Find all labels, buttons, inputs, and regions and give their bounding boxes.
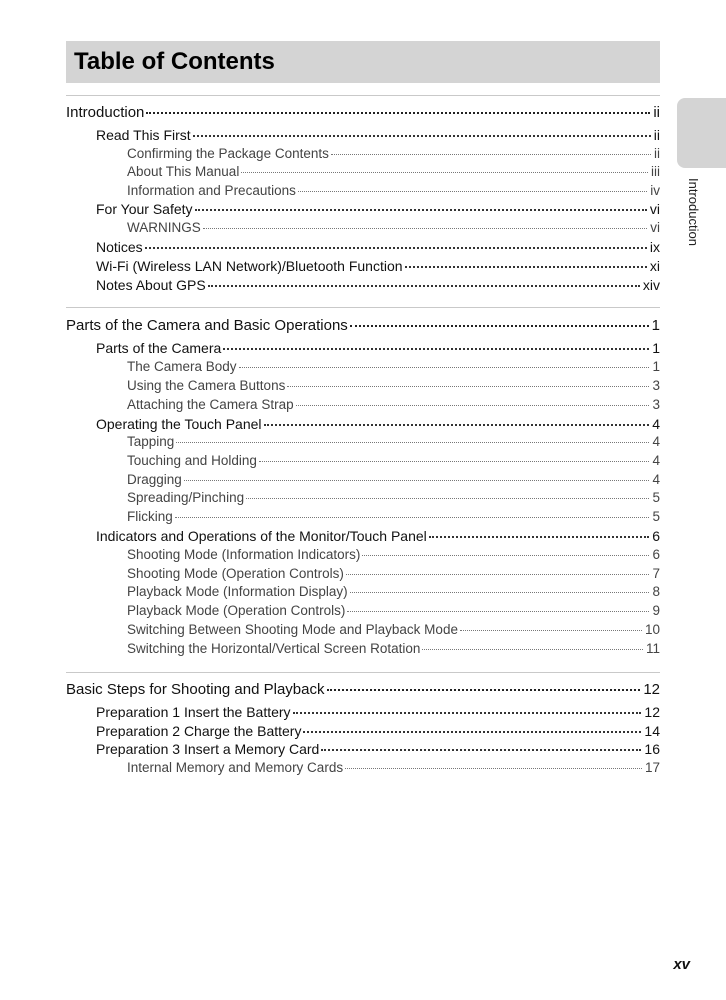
toc-entry-page: 1 xyxy=(652,359,660,374)
dot-leader xyxy=(146,112,650,114)
toc-entry[interactable] xyxy=(127,378,660,393)
toc-entry-page: vi xyxy=(650,220,660,235)
dot-leader xyxy=(350,592,650,593)
toc-entry-label: Playback Mode (Operation Controls) xyxy=(127,603,346,618)
toc-entry-label: Confirming the Package Contents xyxy=(127,146,329,161)
dot-leader xyxy=(193,135,651,137)
toc-entry[interactable] xyxy=(127,472,660,487)
toc-entry-page: 4 xyxy=(652,453,660,468)
divider xyxy=(66,307,660,308)
dot-leader xyxy=(208,285,640,287)
toc-entry-page: 12 xyxy=(644,704,660,720)
toc-entry-page: ix xyxy=(649,239,660,255)
dot-leader xyxy=(350,325,649,327)
toc-entry-page: xiv xyxy=(642,277,660,293)
toc-entry[interactable] xyxy=(96,704,660,720)
dot-leader xyxy=(298,191,647,192)
toc-entry-page: 6 xyxy=(652,528,660,544)
dot-leader xyxy=(239,367,650,368)
toc-entry-label: Basic Steps for Shooting and Playback xyxy=(66,681,325,698)
toc-entry-page: 3 xyxy=(652,397,660,412)
toc-entry-label: Operating the Touch Panel xyxy=(96,416,262,432)
dot-leader xyxy=(293,712,642,714)
toc-entry-label: Flicking xyxy=(127,509,173,524)
toc-entry[interactable] xyxy=(127,622,660,637)
toc-entry-page: 16 xyxy=(644,741,660,757)
section-tab-label: Introduction xyxy=(686,178,701,246)
toc-entry[interactable] xyxy=(66,317,660,334)
toc-entry-page: 10 xyxy=(644,622,660,637)
toc-entry-label: Shooting Mode (Information Indicators) xyxy=(127,547,361,562)
toc-entry-label: Tapping xyxy=(127,434,175,449)
toc-entry-page: 17 xyxy=(644,760,660,775)
toc-entry[interactable] xyxy=(127,547,660,562)
toc-entry-label: Spreading/Pinching xyxy=(127,490,245,505)
toc-entry-label: Dragging xyxy=(127,472,182,487)
toc-entry-label: Playback Mode (Information Display) xyxy=(127,584,348,599)
toc-entry[interactable] xyxy=(127,183,660,198)
dot-leader xyxy=(241,172,648,173)
toc-entry-label: WARNINGS xyxy=(127,220,201,235)
dot-leader xyxy=(264,424,650,426)
dot-leader xyxy=(460,630,642,631)
toc-entry-page: 4 xyxy=(652,434,660,449)
toc-entry-page: 11 xyxy=(645,641,660,656)
toc-entry-page: iv xyxy=(650,183,660,198)
toc-entry[interactable] xyxy=(127,603,660,618)
toc-entry[interactable] xyxy=(127,566,660,581)
toc-entry-page: 9 xyxy=(652,603,660,618)
dot-leader xyxy=(246,498,649,499)
dot-leader xyxy=(184,480,650,481)
dot-leader xyxy=(345,768,642,769)
toc-entry-page: iii xyxy=(651,164,660,179)
toc-entry-page: 1 xyxy=(651,317,660,334)
toc-entry-page: vi xyxy=(649,201,660,217)
toc-entry-label: Shooting Mode (Operation Controls) xyxy=(127,566,344,581)
toc-entry[interactable] xyxy=(127,641,660,656)
dot-leader xyxy=(203,228,648,229)
dot-leader xyxy=(327,689,641,691)
toc-entry-label: Touching and Holding xyxy=(127,453,257,468)
divider xyxy=(66,672,660,673)
dot-leader xyxy=(346,574,650,575)
toc-entry[interactable] xyxy=(96,340,660,356)
toc-entry[interactable] xyxy=(96,741,660,757)
toc-entry-label: About This Manual xyxy=(127,164,240,179)
toc-entry-page: ii xyxy=(653,104,660,121)
dot-leader xyxy=(331,154,651,155)
dot-leader xyxy=(321,749,641,751)
toc-entry-label: Information and Precautions xyxy=(127,183,296,198)
toc-entry[interactable] xyxy=(127,397,660,412)
dot-leader xyxy=(422,649,643,650)
toc-entry[interactable] xyxy=(96,723,660,739)
toc-entry[interactable] xyxy=(127,146,660,161)
toc-entry-page: 1 xyxy=(652,340,660,356)
dot-leader xyxy=(176,442,649,443)
divider xyxy=(66,95,660,96)
toc-entry[interactable] xyxy=(127,509,660,524)
toc-entry[interactable] xyxy=(127,584,660,599)
toc-entry[interactable] xyxy=(66,681,660,698)
toc-entry-page: ii xyxy=(654,146,660,161)
toc-entry-label: Indicators and Operations of the Monitor/Touch Panel xyxy=(96,528,427,544)
toc-entry-page: 12 xyxy=(643,681,660,698)
dot-leader xyxy=(259,461,650,462)
toc-entry-label: Parts of the Camera xyxy=(96,340,222,356)
toc-entry-label: Using the Camera Buttons xyxy=(127,378,286,393)
dot-leader xyxy=(287,386,649,387)
toc-entry-label: Switching Between Shooting Mode and Playback Mode xyxy=(127,622,458,637)
toc-entry-label: Switching the Horizontal/Vertical Screen Rotation xyxy=(127,641,421,656)
toc-entry-label: Notices xyxy=(96,239,143,255)
toc-entry-page: 7 xyxy=(652,566,660,581)
title-bar xyxy=(66,41,660,83)
toc-entry[interactable] xyxy=(96,239,660,255)
toc-entry-label: Read This First xyxy=(96,127,191,143)
toc-entry-label: Preparation 3 Insert a Memory Card xyxy=(96,741,320,757)
page-number: xv xyxy=(673,956,690,973)
dot-leader xyxy=(175,517,650,518)
toc-entry[interactable] xyxy=(96,528,660,544)
toc-entry-page: xi xyxy=(649,258,660,274)
toc-entry-page: 3 xyxy=(652,378,660,393)
toc-entry[interactable] xyxy=(96,258,660,274)
toc-entry-label: Preparation 2 Charge the Battery xyxy=(96,723,302,739)
dot-leader xyxy=(195,209,647,211)
toc-entry-page: 8 xyxy=(652,584,660,599)
toc-entry-page: 6 xyxy=(652,547,660,562)
toc-entry[interactable] xyxy=(127,453,660,468)
dot-leader xyxy=(145,247,647,249)
page-title: Table of Contents xyxy=(74,48,275,75)
dot-leader xyxy=(429,536,649,538)
toc-entry-page: 5 xyxy=(652,509,660,524)
toc-entry[interactable] xyxy=(96,416,660,432)
dot-leader xyxy=(296,405,650,406)
dot-leader xyxy=(347,611,649,612)
toc-entry[interactable] xyxy=(127,164,660,179)
toc-entry[interactable] xyxy=(127,490,660,505)
toc-entry[interactable] xyxy=(96,201,660,217)
toc-entry-page: 14 xyxy=(644,723,660,739)
toc-entry[interactable] xyxy=(127,359,660,374)
toc-entry-label: The Camera Body xyxy=(127,359,237,374)
dot-leader xyxy=(405,266,647,268)
toc-entry[interactable] xyxy=(96,127,660,143)
toc-entry-label: Preparation 1 Insert the Battery xyxy=(96,704,291,720)
toc-entry-label: Attaching the Camera Strap xyxy=(127,397,294,412)
toc-entry-page: 4 xyxy=(652,416,660,432)
toc-entry-label: Introduction xyxy=(66,104,145,121)
toc-entry-label: For Your Safety xyxy=(96,201,193,217)
dot-leader xyxy=(362,555,649,556)
toc-entry[interactable] xyxy=(96,277,660,293)
toc-entry[interactable] xyxy=(127,760,660,775)
dot-leader xyxy=(223,348,649,350)
toc-entry-label: Internal Memory and Memory Cards xyxy=(127,760,344,775)
toc-entry[interactable] xyxy=(127,220,660,235)
toc-entry-page: 5 xyxy=(652,490,660,505)
toc-entry-page: ii xyxy=(653,127,660,143)
toc-entry-label: Wi-Fi (Wireless LAN Network)/Bluetooth Function xyxy=(96,258,403,274)
section-tab[interactable] xyxy=(677,98,726,168)
dot-leader xyxy=(303,731,641,733)
toc-entry[interactable] xyxy=(66,104,660,121)
toc-entry[interactable] xyxy=(127,434,660,449)
toc-entry-label: Parts of the Camera and Basic Operations xyxy=(66,317,348,334)
toc-entry-page: 4 xyxy=(652,472,660,487)
toc-entry-label: Notes About GPS xyxy=(96,277,206,293)
